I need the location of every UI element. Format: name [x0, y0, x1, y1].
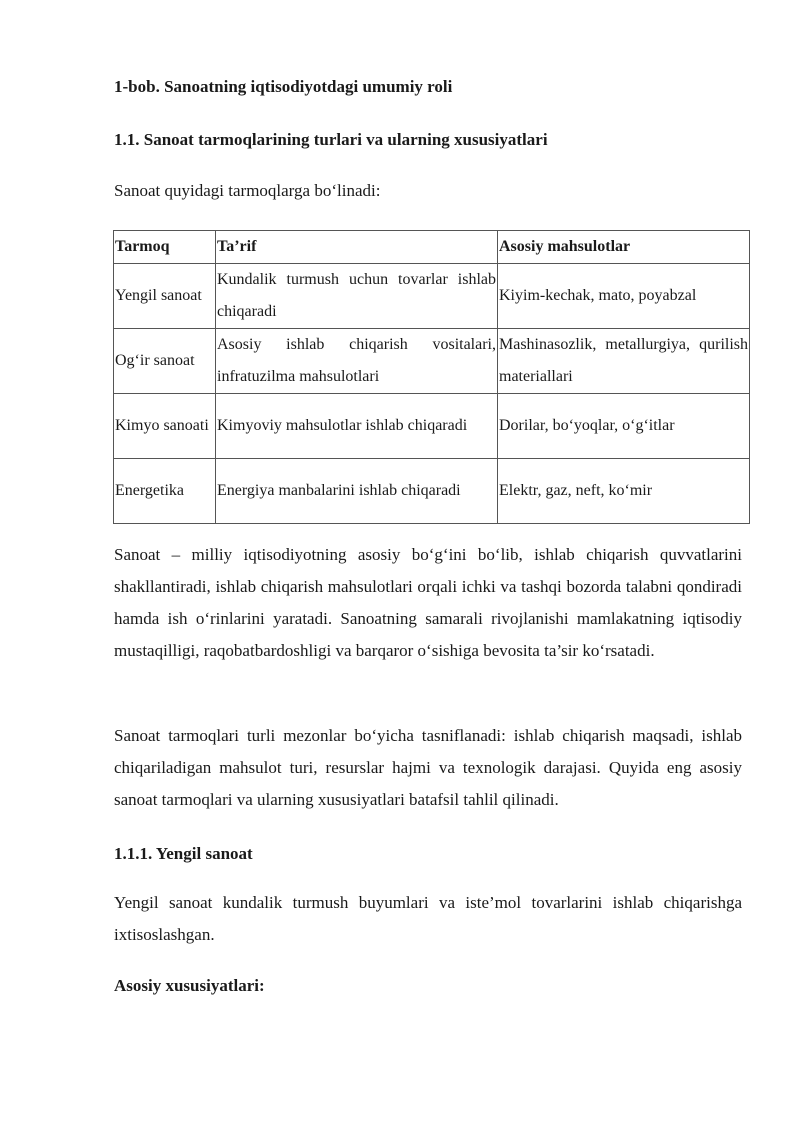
chapter-title: 1-bob. Sanoatning iqtisodiyotdagi umumiy roli [114, 77, 453, 96]
sectors-table [113, 230, 750, 524]
products-cell: Dorilar, bo‘yoqlar, o‘g‘itlar [498, 394, 750, 459]
table-row [114, 459, 750, 524]
products-cell: Kiyim-kechak, mato, poyabzal [498, 264, 750, 329]
products-cell: Elektr, gaz, neft, ko‘mir [498, 459, 750, 524]
table-header-row [114, 231, 750, 264]
column-header-description: Ta’rif [216, 231, 498, 264]
section-title: 1.1. Sanoat tarmoqlarining turlari va ularning xususiyatlari [114, 130, 548, 149]
sector-cell: Energetika [114, 459, 216, 524]
table-row [114, 264, 750, 329]
sector-cell: Kimyo sanoati [114, 394, 216, 459]
column-header-products: Asosiy mahsulotlar [498, 231, 750, 264]
description-cell: Kundalik turmush uchun tovarlar ishlab chiqaradi [216, 264, 498, 329]
column-header-sector: Tarmoq [114, 231, 216, 264]
description-cell: Asosiy ishlab chiqarish vositalari, infratuzilma mahsulotlari [216, 329, 498, 394]
description-cell: Kimyoviy mahsulotlar ishlab chiqaradi [216, 394, 498, 459]
table-row [114, 394, 750, 459]
subsection-title: 1.1.1. Yengil sanoat [114, 844, 253, 863]
sector-cell: Og‘ir sanoat [114, 329, 216, 394]
description-cell: Energiya manbalarini ishlab chiqaradi [216, 459, 498, 524]
features-heading: Asosiy xususiyatlari: [114, 976, 265, 995]
intro-text: Sanoat quyidagi tarmoqlarga bo‘linadi: [114, 181, 381, 200]
paragraph-classification: Sanoat tarmoqlari turli mezonlar bo‘yicha tasniflanadi: ishlab chiqarish maqsadi, ishlab chiqariladigan mahsulot turi, resurslar hajmi va texnologik darajasi. Quyida eng asosiy sanoat tarmoqlari va ularning xususiyatlari batafsil tahlil qilinadi. [114, 726, 742, 809]
products-cell: Mashinasozlik, metallurgiya, qurilish materiallari [498, 329, 750, 394]
table-row [114, 329, 750, 394]
paragraph-industry-role: Sanoat – milliy iqtisodiyotning asosiy bo‘g‘ini bo‘lib, ishlab chiqarish quvvatlarini shakllantiradi, ishlab chiqarish mahsulotlari orqali ichki va tashqi bozorda talabni qondiradi hamda ish o‘rinlarini yaratadi. Sanoatning samarali rivojlanishi mamlakatning iqtisodiy mustaqilligi, raqobatbardoshligi va barqaror o‘sishiga bevosita ta’sir ko‘rsatadi. [114, 545, 742, 660]
sector-cell: Yengil sanoat [114, 264, 216, 329]
paragraph-light-industry: Yengil sanoat kundalik turmush buyumlari va iste’mol tovarlarini ishlab chiqarishga ixtisoslashgan. [114, 893, 742, 944]
